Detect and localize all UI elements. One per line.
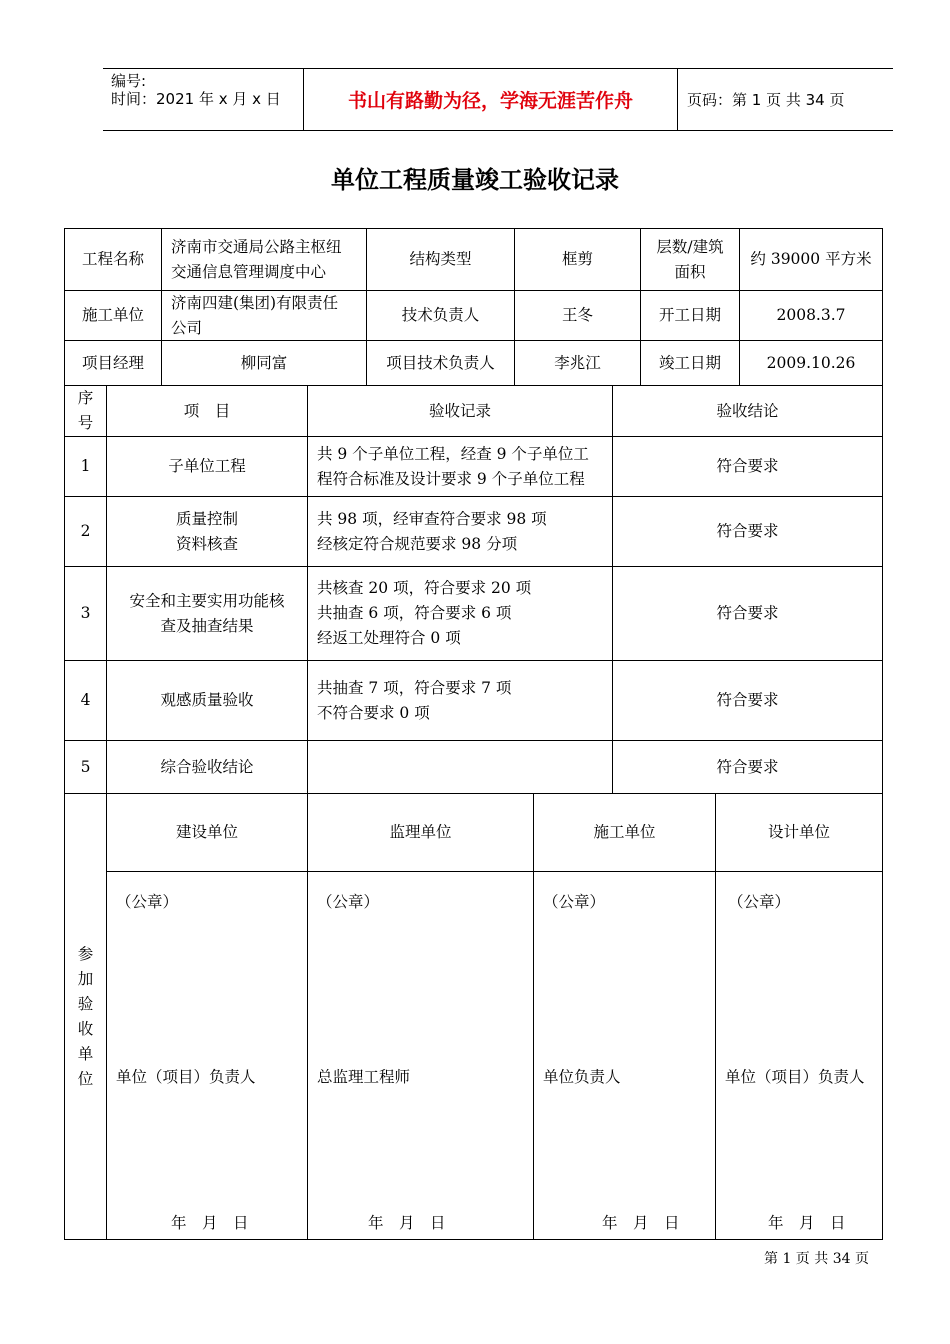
row-item bbox=[106, 566, 308, 661]
signature-cell-construction-owner bbox=[106, 871, 308, 1240]
record-line: 共核查 20 项，符合要求 20 项 bbox=[317, 579, 532, 597]
record-line: 共抽查 6 项，符合要求 6 项 bbox=[317, 604, 512, 622]
project-name-cell bbox=[161, 228, 367, 291]
item-header: 项 目 bbox=[106, 385, 308, 437]
document-time: 时间：2021 年 x 月 x 日 bbox=[111, 90, 281, 108]
start-date-label: 开工日期 bbox=[640, 290, 740, 341]
row-item bbox=[106, 496, 308, 567]
signature-cell-supervision bbox=[307, 871, 534, 1240]
seq-header bbox=[64, 385, 107, 437]
record-line: 不符合要求 0 项 bbox=[317, 703, 430, 722]
tech-lead-label: 技术负责人 bbox=[366, 290, 515, 341]
signer-label: 单位（项目）负责人 bbox=[725, 1068, 865, 1086]
row-record bbox=[307, 740, 613, 794]
project-tech-label: 项目技术负责人 bbox=[366, 340, 515, 386]
seq-header-char-2: 号 bbox=[77, 414, 94, 432]
signature-cell-designer bbox=[715, 871, 883, 1240]
seal-label: （公章） bbox=[728, 893, 791, 911]
row-item: 观感质量验收 bbox=[106, 660, 308, 741]
record-line: 经核定符合规范要求 98 分项 bbox=[317, 534, 518, 553]
page-header bbox=[103, 68, 893, 131]
contractor-label: 施工单位 bbox=[64, 290, 162, 341]
row-item-line: 质量控制 bbox=[175, 509, 238, 528]
record-line: 共 9 个子单位工程，经查 9 个子单位工 bbox=[317, 444, 589, 463]
date-label: 年 月 日 bbox=[171, 1214, 249, 1232]
row-item-line: 安全和主要实用功能核 bbox=[129, 591, 285, 610]
unit-name-construction-owner: 建设单位 bbox=[106, 793, 308, 872]
project-name-line1: 济南市交通局公路主枢纽 bbox=[171, 237, 342, 256]
row-item-line: 资料核查 bbox=[175, 534, 238, 553]
unit-name-supervision: 监理单位 bbox=[307, 793, 534, 872]
page-title: 单位工程质量竣工验收记录 bbox=[331, 166, 619, 194]
signer-label: 总监理工程师 bbox=[317, 1068, 411, 1086]
row-conclusion: 符合要求 bbox=[612, 740, 883, 794]
floors-value: 约 39000 平方米 bbox=[739, 228, 883, 291]
date-label: 年 月 日 bbox=[602, 1214, 680, 1232]
page-footer: 第 1 页 共 34 页 bbox=[764, 1251, 869, 1267]
seq-header-char-1: 序 bbox=[77, 389, 94, 407]
record-line: 程符合标准及设计要求 9 个子单位工程 bbox=[317, 469, 585, 488]
row-conclusion: 符合要求 bbox=[612, 660, 883, 741]
row-item: 子单位工程 bbox=[106, 436, 308, 497]
signer-label: 单位（项目）负责人 bbox=[116, 1068, 256, 1086]
header-motto: 书山有路勤为径，学海无涯苦作舟 bbox=[304, 69, 678, 130]
project-name-label: 工程名称 bbox=[64, 228, 162, 291]
seal-label: （公章） bbox=[116, 893, 179, 911]
unit-name-designer: 设计单位 bbox=[715, 793, 883, 872]
end-date-value: 2009.10.26 bbox=[739, 340, 883, 386]
floors-label-cell bbox=[640, 228, 740, 291]
header-meta bbox=[103, 69, 304, 130]
signer-label: 单位负责人 bbox=[543, 1068, 621, 1086]
seal-label: （公章） bbox=[317, 893, 380, 911]
manager-label: 项目经理 bbox=[64, 340, 162, 386]
start-date-value: 2008.3.7 bbox=[739, 290, 883, 341]
side-label-char: 单 bbox=[77, 1044, 94, 1063]
side-label-char: 加 bbox=[77, 969, 94, 988]
record-line: 经返工处理符合 0 项 bbox=[317, 629, 461, 647]
seal-label: （公章） bbox=[543, 893, 606, 911]
row-conclusion: 符合要求 bbox=[612, 496, 883, 567]
record-line: 共抽查 7 项，符合要求 7 项 bbox=[317, 678, 512, 697]
row-record bbox=[307, 436, 613, 497]
unit-name-contractor: 施工单位 bbox=[533, 793, 716, 872]
row-item: 综合验收结论 bbox=[106, 740, 308, 794]
side-label-char: 验 bbox=[77, 994, 94, 1013]
row-item-line: 查及抽查结果 bbox=[160, 616, 254, 635]
floors-label-line1: 层数/建筑 bbox=[656, 237, 724, 256]
row-number: 1 bbox=[64, 436, 107, 497]
date-label: 年 月 日 bbox=[768, 1214, 846, 1232]
tech-lead-value: 王冬 bbox=[514, 290, 641, 341]
row-number: 4 bbox=[64, 660, 107, 741]
row-record bbox=[307, 566, 613, 661]
side-label-char: 参 bbox=[77, 944, 94, 963]
floors-label-line2: 面积 bbox=[674, 262, 706, 281]
structure-label: 结构类型 bbox=[366, 228, 515, 291]
conclusion-header: 验收结论 bbox=[612, 385, 883, 437]
signature-cell-contractor bbox=[533, 871, 716, 1240]
date-label: 年 月 日 bbox=[368, 1214, 446, 1232]
end-date-label: 竣工日期 bbox=[640, 340, 740, 386]
row-conclusion: 符合要求 bbox=[612, 436, 883, 497]
contractor-cell bbox=[161, 290, 367, 341]
project-name-line2: 交通信息管理调度中心 bbox=[171, 262, 327, 281]
contractor-line2: 公司 bbox=[171, 318, 203, 337]
participants-side-label bbox=[64, 793, 107, 1240]
manager-value: 柳同富 bbox=[161, 340, 367, 386]
side-label-char: 位 bbox=[77, 1069, 94, 1088]
header-page-code: 页码：第 1 页 共 34 页 bbox=[687, 91, 845, 109]
record-header: 验收记录 bbox=[307, 385, 613, 437]
document-number-label: 编号: bbox=[111, 72, 147, 90]
row-record bbox=[307, 660, 613, 741]
row-conclusion: 符合要求 bbox=[612, 566, 883, 661]
side-label-char: 收 bbox=[77, 1019, 94, 1038]
record-line: 共 98 项，经审查符合要求 98 项 bbox=[317, 509, 547, 528]
structure-value: 框剪 bbox=[514, 228, 641, 291]
contractor-line1: 济南四建(集团)有限责任 bbox=[171, 293, 339, 312]
row-record bbox=[307, 496, 613, 567]
project-tech-value: 李兆江 bbox=[514, 340, 641, 386]
row-number: 2 bbox=[64, 496, 107, 567]
row-number: 5 bbox=[64, 740, 107, 794]
row-number: 3 bbox=[64, 566, 107, 661]
